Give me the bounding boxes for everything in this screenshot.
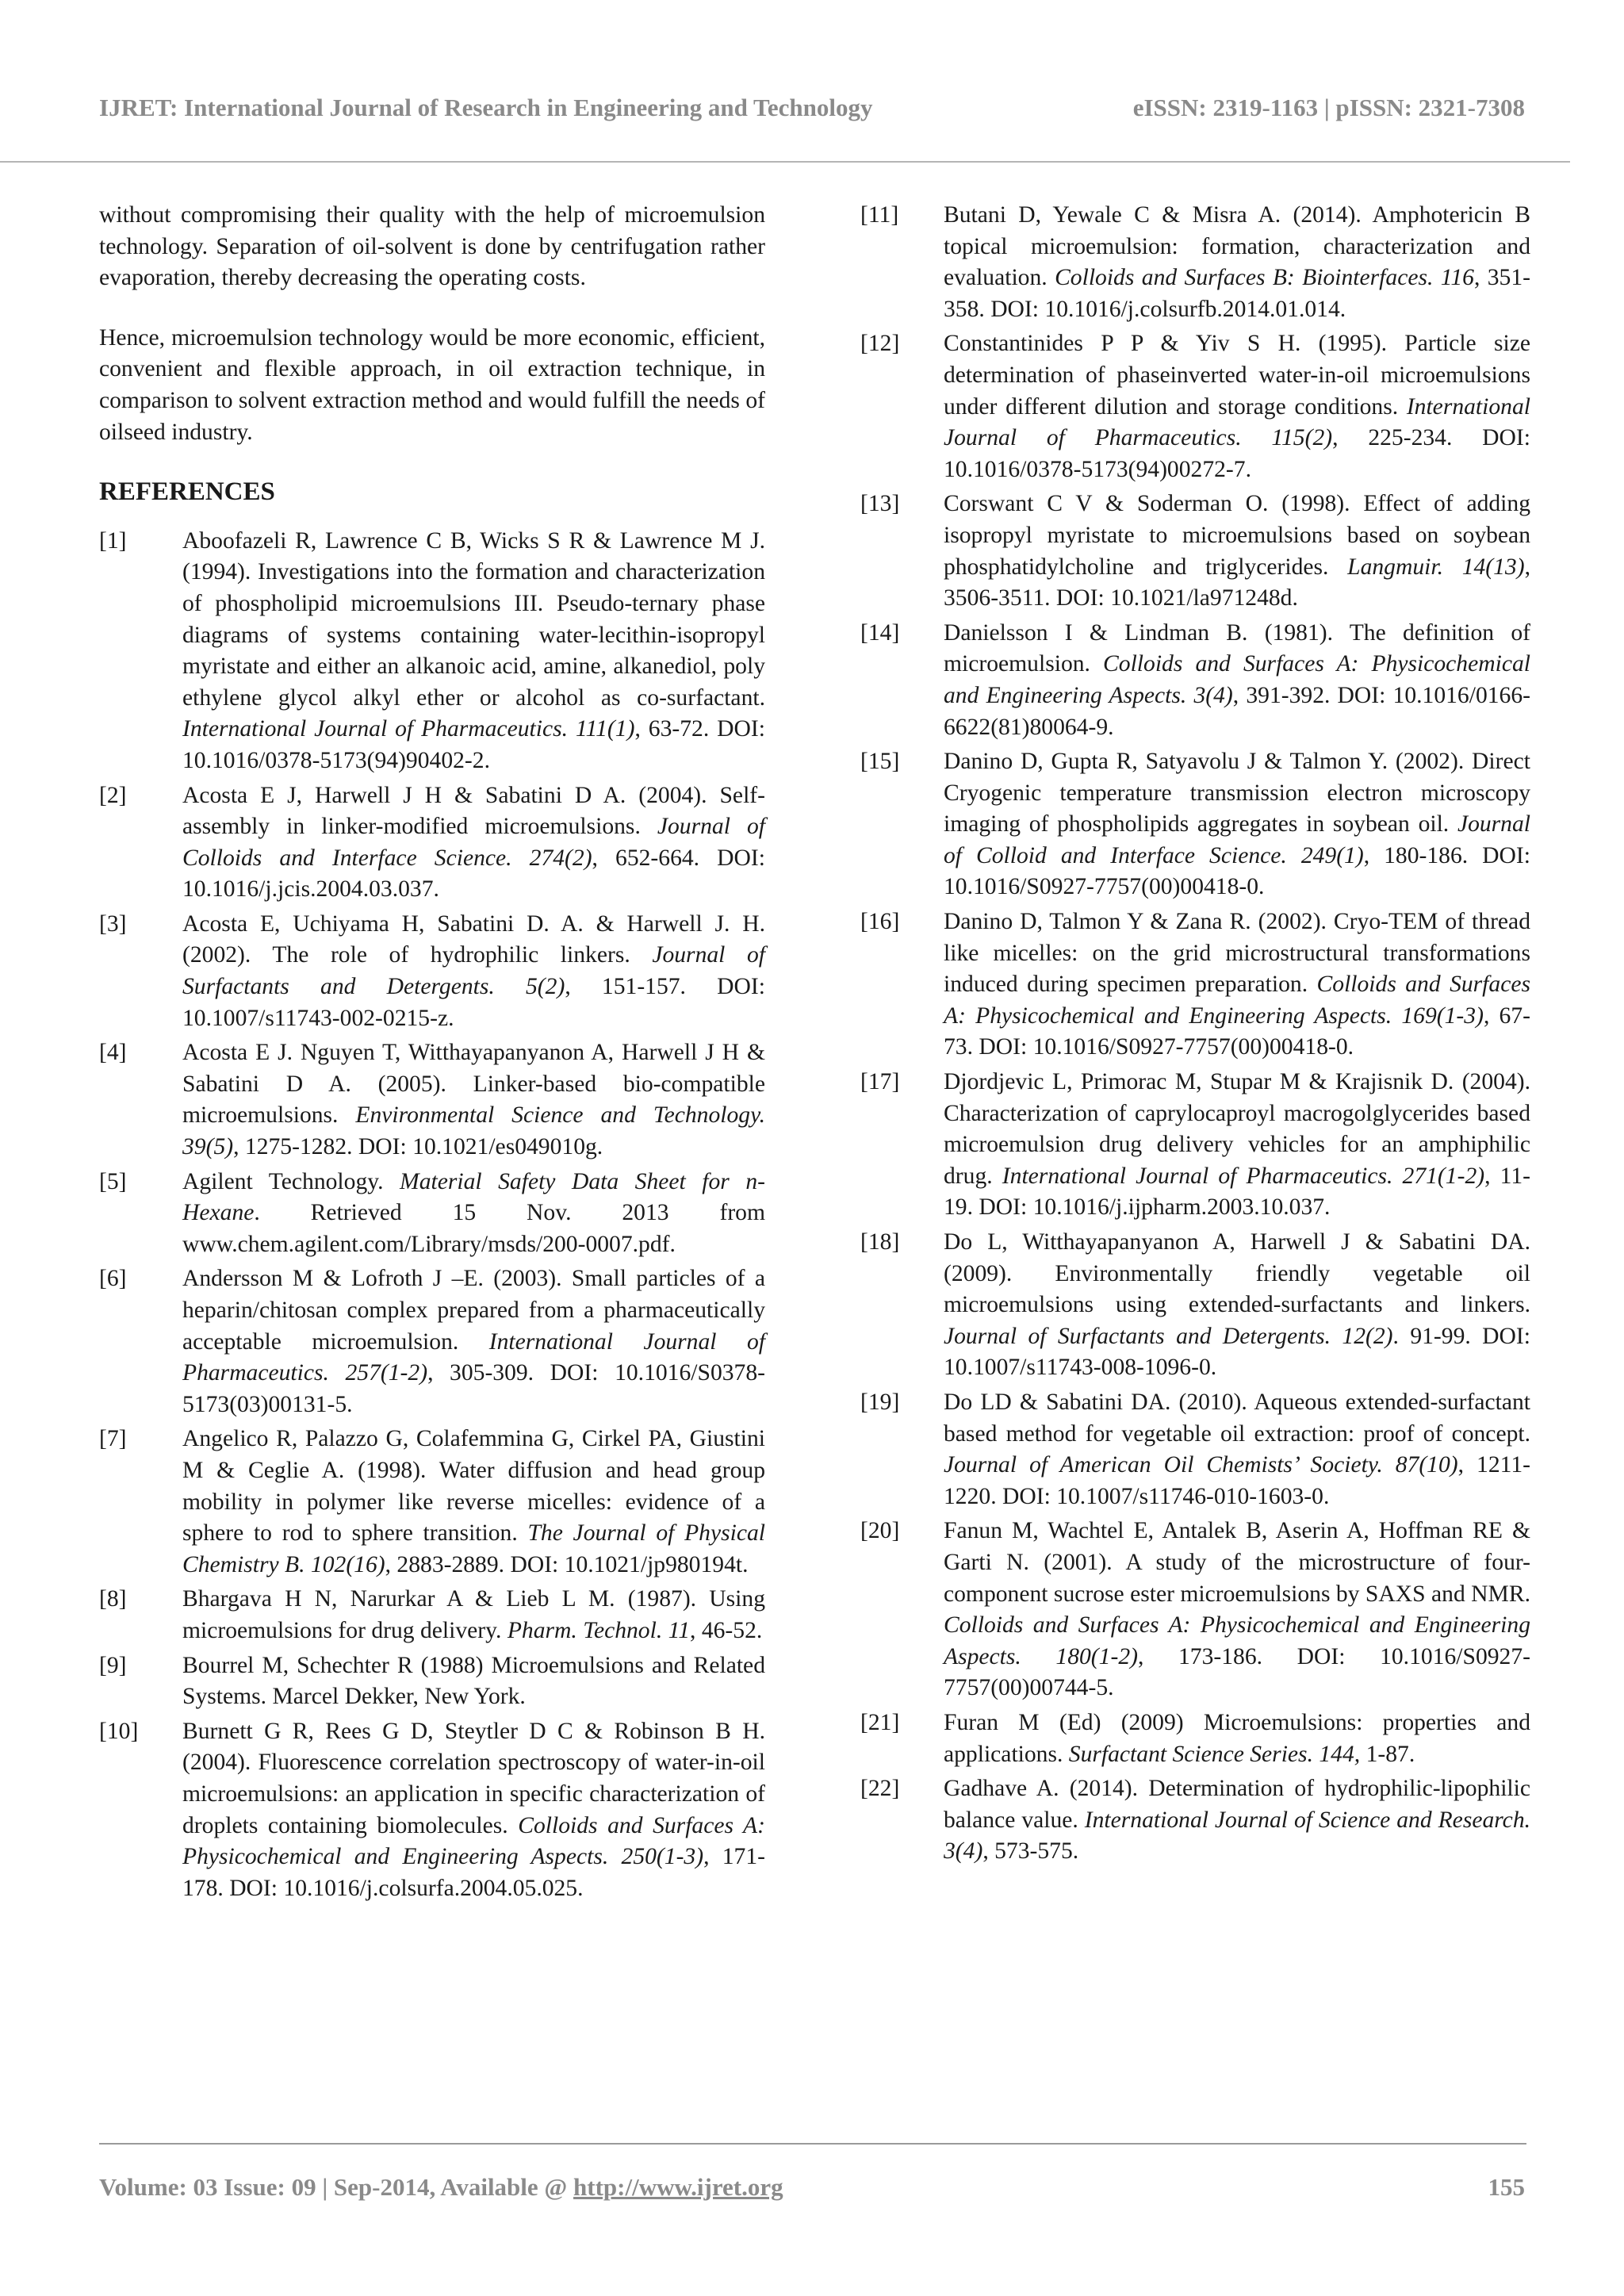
reference-source: Journal of Colloids and Interface Science. 274(2) <box>182 814 765 871</box>
reference-authors-title: Furan M (Ed) (2009) Microemulsions: properties and applications. <box>944 1709 1530 1767</box>
header-divider <box>0 161 1570 163</box>
reference-number: [3] <box>99 910 127 937</box>
reference-details: , 1275-1282. DOI: 10.1021/es049010g. <box>233 1134 603 1160</box>
reference-number: [16] <box>860 909 900 935</box>
reference-authors-title: Danino D, Gupta R, Satyavolu J & Talmon Y. (2002). Direct Cryogenic temperature transmission electron microscopy imaging of phospholipids aggregates in soybean oil. <box>944 749 1530 838</box>
reference-authors-title: Constantinides P P & Yiv S H. (1995). Particle size determination of phaseinverted water-in-oil microemulsions under different dilution and storage conditions. <box>944 331 1530 420</box>
reference-details: . 91-99. DOI: 10.1007/s11743-008-1096-0. <box>944 1323 1530 1381</box>
reference-text <box>182 1586 765 1643</box>
reference-number: [7] <box>99 1426 127 1452</box>
reference-text <box>944 1776 1530 1864</box>
reference-details: , 351-358. DOI: 10.1016/j.colsurfb.2014.01.014. <box>944 265 1531 322</box>
reference-source: The Journal of Physical Chemistry B. 102(16) <box>182 1520 765 1577</box>
reference-text <box>944 1229 1530 1380</box>
reference-details: , 46-52. <box>690 1617 763 1643</box>
reference-number: [6] <box>99 1266 127 1292</box>
reference-source: Journal of American Oil Chemists’ Society. 87(10) <box>944 1452 1458 1478</box>
reference-source: Journal of Colloid and Interface Science. 249(1) <box>944 811 1530 868</box>
reference-source: International Journal of Science and Research. 3(4) <box>944 1807 1531 1865</box>
reference-item <box>99 1167 765 1261</box>
reference-text <box>944 1389 1530 1509</box>
reference-number: [21] <box>860 1709 900 1735</box>
reference-authors-title: Corswant C V & Soderman O. (1998). Effect of adding isopropyl myristate to microemulsions based on soybean phosphatidylcholine and triglycerides. <box>944 491 1530 580</box>
reference-source: Surfactant Science Series. 144, <box>1068 1741 1361 1767</box>
reference-text <box>944 202 1530 322</box>
page-footer <box>99 2173 1525 2213</box>
reference-number: [14] <box>860 619 900 646</box>
reference-source: Colloids and Surfaces A: Physicochemical and Engineering Aspects. 169(1-3) <box>944 972 1530 1029</box>
reference-number: [4] <box>99 1040 127 1066</box>
reference-source: International Journal of Pharmaceutics. 115(2) <box>944 393 1530 451</box>
reference-details: , 171-178. DOI: 10.1016/j.colsurfa.2004.05.025. <box>182 1844 765 1901</box>
reference-authors-title: Agilent Technology. <box>182 1168 400 1194</box>
reference-source: Material Safety Data Sheet for n-Hexane <box>182 1168 765 1226</box>
reference-number: [9] <box>99 1652 127 1678</box>
reference-text <box>182 911 765 1031</box>
journal-link[interactable]: http://www.ijret.org <box>573 2173 783 2201</box>
right-column <box>860 200 1530 1871</box>
reference-number: [20] <box>860 1518 900 1544</box>
reference-item <box>860 746 1530 903</box>
reference-item <box>860 1773 1530 1868</box>
reference-number: [8] <box>99 1586 127 1612</box>
reference-source: International Journal of Pharmaceutics. 111(1) <box>182 716 635 742</box>
page-header <box>99 94 1525 133</box>
reference-number: [11] <box>860 202 899 228</box>
reference-authors-title: Acosta E J. Nguyen T, Witthayapanyanon A, Harwell J H & Sabatini D A. (2005). Linker-based bio-compatible microemulsions. <box>182 1040 765 1129</box>
reference-authors-title: Danielsson I & Lindman B. (1981). The definition of microemulsion. <box>944 619 1530 677</box>
reference-item <box>860 1516 1530 1704</box>
reference-text <box>944 1518 1530 1700</box>
reference-authors-title: Acosta E J, Harwell J H & Sabatini D A. (2004). Self-assembly in linker-modified microemulsions. <box>182 782 765 840</box>
issn-info: eISSN: 2319-1163 | pISSN: 2321-7308 <box>1132 94 1525 121</box>
reference-number: [2] <box>99 782 127 808</box>
reference-text <box>182 528 765 773</box>
reference-authors-title: Fanun M, Wachtel E, Antalek B, Aserin A, Hoffman RE & Garti N. (2001). A study of the microstructure of four-component sucrose ester microemulsions by SAXS and NMR. <box>944 1518 1530 1607</box>
reference-item <box>99 1650 765 1713</box>
references-heading: REFERENCES <box>99 477 275 507</box>
reference-item <box>99 1037 765 1163</box>
reference-authors-title: Butani D, Yewale C & Misra A. (2014). Amphotericin B topical microemulsion: formation, characterization and evaluation. <box>944 202 1530 291</box>
reference-details: , 63-72. DOI: 10.1016/0378-5173(94)90402-2. <box>182 716 765 773</box>
reference-source: Colloids and Surfaces B: Biointerfaces. 116 <box>1055 265 1474 291</box>
reference-item <box>860 200 1530 325</box>
reference-authors-title: Do L, Witthayapanyanon A, Harwell J & Sabatini DA. (2009). Environmentally friendly vegetable oil microemulsions using extended-surfactants and linkers. <box>944 1229 1530 1318</box>
reference-source: International Journal of Pharmaceutics. 257(1-2) <box>182 1328 765 1386</box>
reference-number: [13] <box>860 491 900 517</box>
reference-authors-title: Djordjevic L, Primorac M, Stupar M & Krajisnik D. (2004). Characterization of caprylocaproyl macrogolglycerides based microemulsion drug delivery vehicles for an amphiphilic drug. <box>944 1069 1530 1189</box>
reference-number: [22] <box>860 1776 900 1802</box>
reference-source: Langmuir. 14(13) <box>1347 554 1525 580</box>
reference-source: International Journal of Pharmaceutics. 271(1-2) <box>1002 1163 1485 1189</box>
reference-item <box>99 909 765 1034</box>
reference-details: , 11-19. DOI: 10.1016/j.ijpharm.2003.10.037. <box>944 1163 1530 1221</box>
reference-source: Pharm. Technol. 11 <box>507 1617 691 1643</box>
reference-authors-title: Do LD & Sabatini DA. (2010). Aqueous extended-surfactant based method for vegetable oil extraction: proof of concept. <box>944 1389 1530 1447</box>
reference-item <box>860 907 1530 1064</box>
reference-text <box>944 1710 1530 1767</box>
reference-details: , 2883-2889. DOI: 10.1021/jp980194t. <box>385 1551 749 1577</box>
reference-text <box>944 1069 1530 1220</box>
reference-text <box>182 1426 765 1577</box>
reference-item <box>860 1227 1530 1384</box>
reference-text <box>182 1653 765 1710</box>
reference-authors-title: Burnett G R, Rees G D, Steytler D C & Robinson B H. (2004). Fluorescence correlation spectroscopy of water-in-oil microemulsions: an application in specific characterization of droplets containing biomolecules. <box>182 1718 765 1838</box>
page-number: 155 <box>1488 2173 1525 2201</box>
reference-item <box>99 1424 765 1581</box>
reference-text <box>182 1040 765 1159</box>
reference-authors-title: Bhargava H N, Narurkar A & Lieb L M. (1987). Using microemulsions for drug delivery. <box>182 1586 765 1643</box>
reference-details: , 305-309. DOI: 10.1016/S0378-5173(03)00131-5. <box>182 1360 765 1417</box>
reference-details: , 173-186. DOI: 10.1016/S0927-7757(00)00744-5. <box>944 1643 1530 1701</box>
body-paragraph: without compromising their quality with the help of microemulsion technology. Separation of oil-solvent is done by centrifugation rather evaporation, thereby decreasing the operating costs. <box>99 202 765 291</box>
reference-details: , 180-186. DOI: 10.1016/S0927-7757(00)00418-0. <box>944 842 1530 900</box>
reference-source: Colloids and Surfaces A: Physicochemical and Engineering Aspects. 250(1-3) <box>182 1812 765 1870</box>
reference-number: [1] <box>99 527 127 554</box>
reference-details: 1-87. <box>1360 1741 1415 1767</box>
volume-text: Volume: 03 Issue: 09 | Sep-2014, Available @ <box>99 2173 574 2201</box>
journal-title: IJRET: International Journal of Research in Engineering and Technology <box>99 94 873 121</box>
reference-details: . Retrieved 15 Nov. 2013 from www.chem.agilent.com/Library/msds/200-0007.pdf. <box>182 1200 765 1257</box>
reference-details: , 225-234. DOI: 10.1016/0378-5173(94)00272-7. <box>944 425 1530 482</box>
reference-text <box>944 491 1530 611</box>
reference-details: , 67-73. DOI: 10.1016/S0927-7757(00)00418-0. <box>944 1002 1531 1060</box>
reference-number: [5] <box>99 1168 127 1194</box>
reference-number: [12] <box>860 331 900 357</box>
reference-item <box>99 1716 765 1905</box>
reference-number: [17] <box>860 1069 900 1095</box>
reference-item <box>860 489 1530 614</box>
reference-details: , 652-664. DOI: 10.1016/j.jcis.2004.03.037. <box>182 845 765 903</box>
reference-item <box>99 1263 765 1420</box>
reference-item <box>860 1708 1530 1770</box>
reference-item <box>99 526 765 777</box>
reference-authors-title: Acosta E, Uchiyama H, Sabatini D. A. & Harwell J. H. (2002). The role of hydrophilic linkers. <box>182 910 765 968</box>
reference-text <box>182 1719 765 1901</box>
reference-authors-title: Aboofazeli R, Lawrence C B, Wicks S R & Lawrence M J. (1994). Investigations into the formation and characterization of phospholipid microemulsions III. Pseudo-ternary phase diagrams of systems containing water-lecithin-isopropyl myristate and either an alkanoic acid, amine, alkanediol, poly ethylene glycol alkyl ether or alcohol as co-surfactant. <box>182 527 765 711</box>
reference-authors-title: Danino D, Talmon Y & Zana R. (2002). Cryo-TEM of thread like micelles: on the grid microstructural transformations induced during specimen preparation. <box>944 909 1530 998</box>
reference-authors-title: Andersson M & Lofroth J –E. (2003). Small particles of a heparin/chitosan complex prepared from a pharmaceutically acceptable microemulsion. <box>182 1266 765 1355</box>
reference-source: Journal of Surfactants and Detergents. 5(2) <box>182 942 765 1000</box>
reference-item <box>860 1387 1530 1512</box>
reference-source: Colloids and Surfaces A: Physicochemical and Engineering Aspects. 3(4) <box>944 651 1530 708</box>
reference-details: , 3506-3511. DOI: 10.1021/la971248d. <box>944 554 1530 611</box>
reference-text <box>182 1169 765 1257</box>
left-column <box>99 200 765 1907</box>
reference-item <box>860 328 1530 485</box>
reference-authors-title: Bourrel M, Schechter R (1988) Microemulsions and Related Systems. Marcel Dekker, New York. <box>182 1652 765 1710</box>
reference-text <box>182 783 765 903</box>
reference-item <box>99 1584 765 1646</box>
reference-source: Colloids and Surfaces A: Physicochemical and Engineering Aspects. 180(1-2) <box>944 1612 1530 1669</box>
reference-item <box>99 780 765 906</box>
reference-number: [15] <box>860 749 900 775</box>
footer-divider <box>99 2143 1526 2145</box>
reference-number: [19] <box>860 1389 900 1415</box>
reference-list-right <box>860 200 1530 1868</box>
body-paragraph: Hence, microemulsion technology would be more economic, efficient, convenient and flexible approach, in oil extraction technique, in comparison to solvent extraction method and would fulfill the needs of oilseed industry. <box>99 324 765 445</box>
reference-details: , 391-392. DOI: 10.1016/0166-6622(81)80064-9. <box>944 682 1530 740</box>
reference-authors-title: Angelico R, Palazzo G, Colafemmina G, Cirkel PA, Giustini M & Ceglie A. (1998). Water diffusion and head group mobility in polymer like reverse micelles: evidence of a sphere to rod to sphere transition. <box>182 1426 765 1547</box>
reference-details: , 1211-1220. DOI: 10.1007/s11746-010-1603-0. <box>944 1452 1530 1509</box>
reference-text <box>944 620 1530 740</box>
reference-source: Environmental Science and Technology. 39(5) <box>182 1102 765 1160</box>
reference-item <box>860 1067 1530 1224</box>
reference-text <box>944 909 1530 1060</box>
reference-details: , 573-575. <box>982 1838 1079 1865</box>
reference-text <box>182 1266 765 1416</box>
reference-text <box>944 749 1530 899</box>
reference-number: [10] <box>99 1718 139 1744</box>
reference-text <box>944 331 1530 481</box>
reference-list-left <box>99 526 765 1905</box>
reference-details: , 151-157. DOI: 10.1007/s11743-002-0215-z. <box>182 974 765 1031</box>
reference-item <box>860 618 1530 743</box>
reference-authors-title: Gadhave A. (2014). Determination of hydrophilic-lipophilic balance value. <box>944 1776 1530 1833</box>
volume-info <box>99 2173 783 2202</box>
reference-source: Journal of Surfactants and Detergents. 12(2) <box>944 1323 1393 1349</box>
reference-number: [18] <box>860 1229 900 1255</box>
